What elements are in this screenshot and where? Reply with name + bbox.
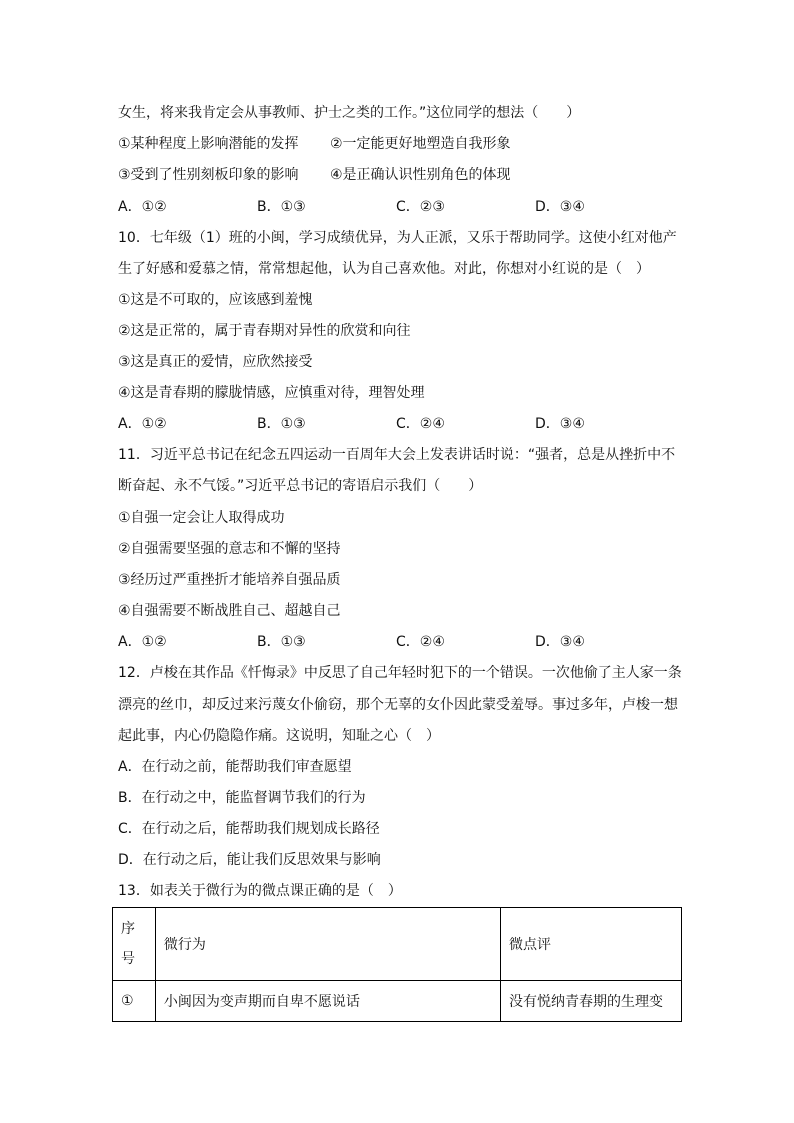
row-comment: 没有悦纳青春期的生理变 xyxy=(501,981,682,1022)
q9-option-c: C．②③ xyxy=(396,199,445,215)
q9-option-a: A．①② xyxy=(118,199,167,215)
q11-item-4: ④自强需要不断战胜自己、超越自己 xyxy=(118,603,341,619)
q12-stem-line1: 12．卢梭在其作品《忏悔录》中反思了自己年轻时犯下的一个错误。一次他偷了主人家一条 xyxy=(118,665,682,681)
q13-stem: 13．如表关于微行为的微点课正确的是（ ） xyxy=(118,883,402,899)
q10-stem-line1: 10．七年级（1）班的小闽，学习成绩优异，为人正派，又乐于帮助同学。这使小红对他产 xyxy=(118,230,677,246)
q12-option-a: A．在行动之前，能帮助我们审查愿望 xyxy=(118,759,352,775)
q10-item-2: ②这是正常的，属于青春期对异性的欣赏和向往 xyxy=(118,323,411,339)
q9-option-d: D．③④ xyxy=(535,199,585,215)
row-behavior: 小闽因为变声期而自卑不愿说话 xyxy=(155,981,500,1022)
q12-option-b: B．在行动之中，能监督调节我们的行为 xyxy=(118,790,366,806)
q9-option-b: B．①③ xyxy=(257,199,306,215)
table-row xyxy=(113,981,682,1022)
row-no: ① xyxy=(113,981,156,1022)
q11-item-1: ①自强一定会让人取得成功 xyxy=(118,510,285,526)
table-header-row xyxy=(113,908,682,981)
q9-item-3: ③受到了性别刻板印象的影响 xyxy=(118,167,299,183)
q9-item-4: ④是正确认识性别角色的体现 xyxy=(330,167,511,183)
q11-option-a: A．①② xyxy=(118,634,167,650)
q12-option-c: C．在行动之后，能帮助我们规划成长路径 xyxy=(118,821,380,837)
q11-item-3: ③经历过严重挫折才能培养自强品质 xyxy=(118,572,341,588)
q9-stem: 女生，将来我肯定会从事教师、护士之类的工作。”这位同学的想法（ ） xyxy=(118,105,581,121)
header-comment: 微点评 xyxy=(501,908,682,981)
q12-stem-line3: 起此事，内心仍隐隐作痛。这说明，知耻之心（ ） xyxy=(118,728,440,744)
q11-stem-line1: 11．习近平总书记在纪念五四运动一百周年大会上发表讲话时说：“强者，总是从挫折中不 xyxy=(118,447,676,463)
q11-stem-line2: 断奋起、永不气馁。”习近平总书记的寄语启示我们（ ） xyxy=(118,478,483,494)
q11-item-2: ②自强需要坚强的意志和不懈的坚持 xyxy=(118,541,341,557)
q13-table xyxy=(112,907,682,1022)
header-no-line1: 序 xyxy=(121,921,135,937)
q12-stem-line2: 漂亮的丝巾，却反过来污蔑女仆偷窃，那个无辜的女仆因此蒙受羞辱。事过多年，卢梭一想 xyxy=(118,697,678,713)
q11-option-b: B．①③ xyxy=(257,634,306,650)
q9-item-2: ②一定能更好地塑造自我形象 xyxy=(330,136,511,152)
q10-option-b: B．①③ xyxy=(257,416,306,432)
q10-item-1: ①这是不可取的，应该感到羞愧 xyxy=(118,292,313,308)
header-no-line2: 号 xyxy=(121,951,135,967)
q11-option-c: C．②④ xyxy=(396,634,445,650)
q10-item-4: ④这是青春期的朦胧情感，应慎重对待，理智处理 xyxy=(118,385,425,401)
q10-option-c: C．②④ xyxy=(396,416,445,432)
q10-stem-line2: 生了好感和爱慕之情，常常想起他，认为自己喜欢他。对此，你想对小红说的是（ ） xyxy=(118,261,650,277)
q10-option-d: D．③④ xyxy=(535,416,585,432)
q10-option-a: A．①② xyxy=(118,416,167,432)
header-no xyxy=(113,908,156,981)
q11-option-d: D．③④ xyxy=(535,634,585,650)
header-behavior: 微行为 xyxy=(155,908,500,981)
q10-item-3: ③这是真正的爱情，应欣然接受 xyxy=(118,354,313,370)
q9-item-1: ①某种程度上影响潜能的发挥 xyxy=(118,136,299,152)
q12-option-d: D．在行动之后，能让我们反思效果与影响 xyxy=(118,852,381,868)
